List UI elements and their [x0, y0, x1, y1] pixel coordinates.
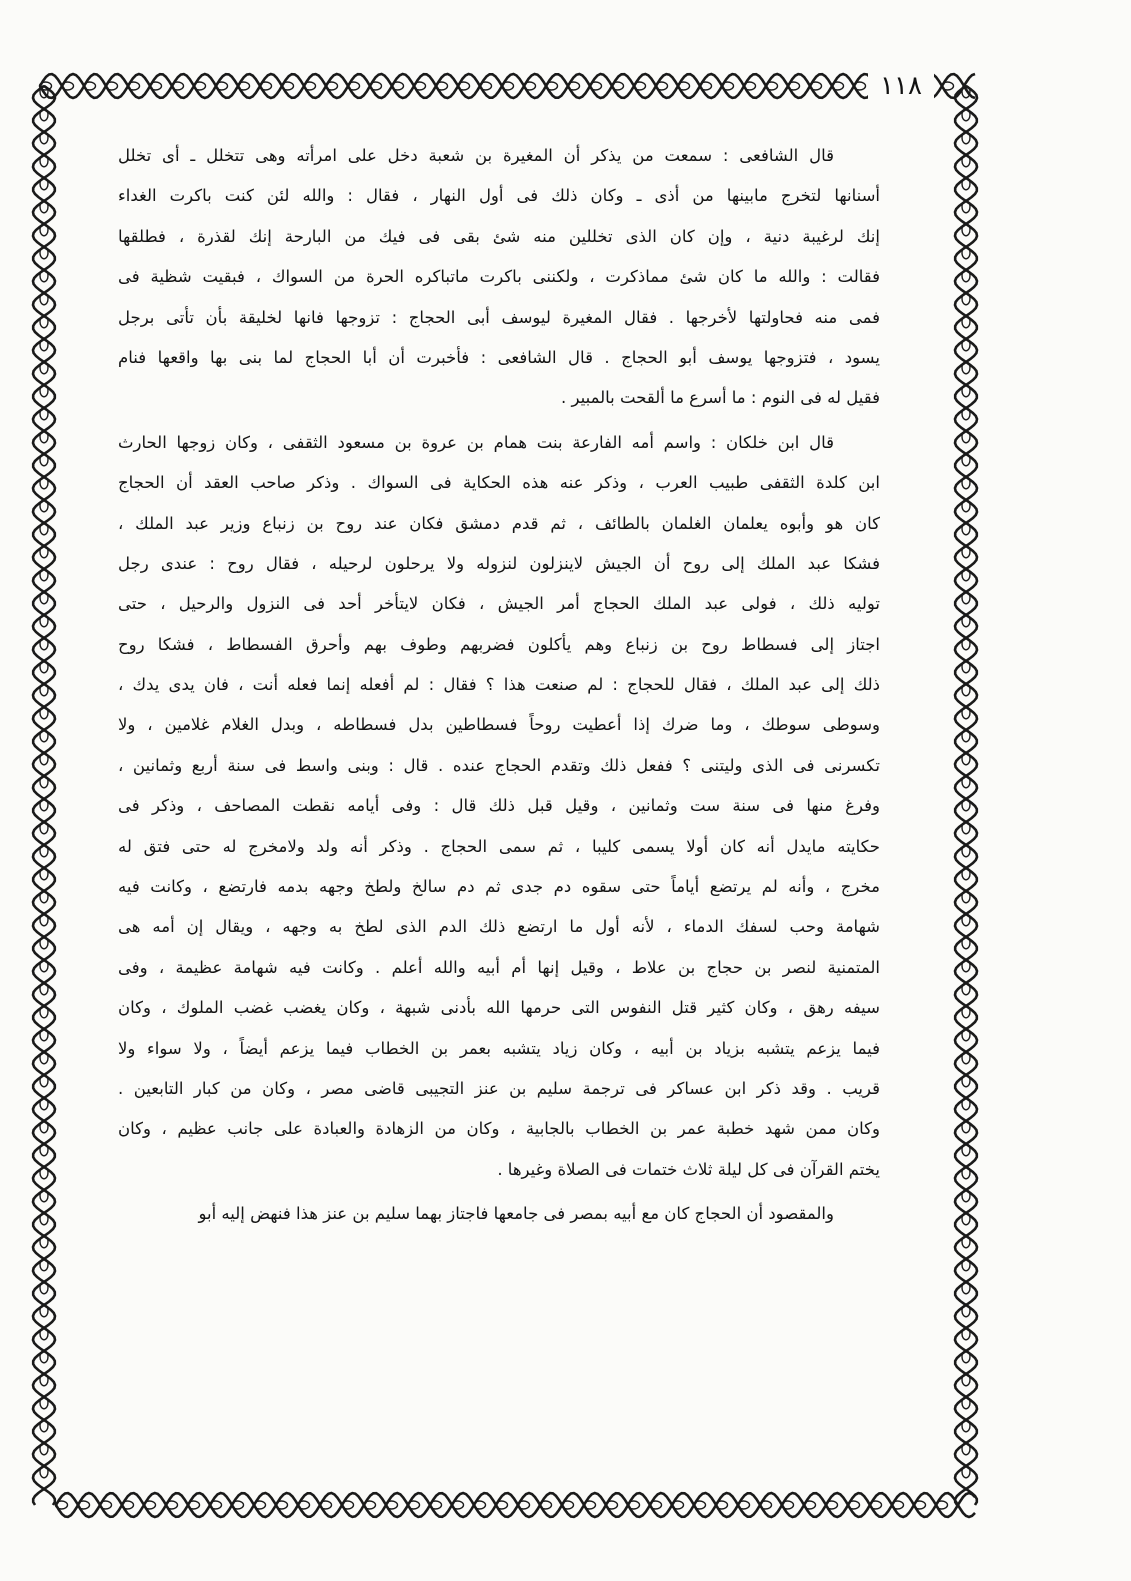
- border-right-loop: [962, 224, 970, 236]
- border-right-loop: [962, 707, 970, 719]
- border-left-loop: [40, 1420, 48, 1432]
- border-right-loop: [962, 247, 970, 259]
- text-line: كان هو وأبوه يعلمان الغلمان بالطائف ، ثم قدم دمشق فكان عند روح بن زنباع وزير عبد الملك ،: [118, 513, 880, 533]
- border-left-loop: [40, 1374, 48, 1386]
- text-line: فقالت : والله ما كان شئ مماذكرت ، ولكننى باكرت ماتباكره الحرة من السواك ، فبقيت شظية فى: [118, 267, 880, 287]
- border-right-loop: [962, 1121, 970, 1133]
- border-right-loop: [962, 362, 970, 374]
- border-left-loop: [40, 799, 48, 811]
- border-left-loop: [40, 707, 48, 719]
- border-right-loop: [962, 661, 970, 673]
- text-line: أسنانها لتخرج مابينها من أذى ـ وكان ذلك فى أول النهار ، فقال : والله لئن كنت باكرت الغداء: [118, 186, 880, 206]
- border-right-loop: [962, 1029, 970, 1041]
- text-line: يسود ، فتزوجها يوسف أبو الحجاج . قال الشافعى : فأخبرت أن أبا الحجاج لما بنى بها واقعها فنام: [118, 347, 880, 367]
- border-left-loop: [40, 1305, 48, 1317]
- border-right-loop: [962, 914, 970, 926]
- border-right-loop: [962, 684, 970, 696]
- border-right-loop: [962, 753, 970, 765]
- border-left-loop: [40, 293, 48, 305]
- border-left-loop: [40, 960, 48, 972]
- border-right-loop: [962, 1443, 970, 1455]
- border-right-loop: [962, 960, 970, 972]
- border-left-loop: [40, 1443, 48, 1455]
- text-line: وكان ممن شهد خطبة عمر بن الخطاب بالجابية ، وكان من الزهادة والعبادة على جانب عظيم ، وكان: [118, 1119, 880, 1139]
- border-left-loop: [40, 1397, 48, 1409]
- text-line: إنك لرغيبة دنية ، وإن كان الذى تخللين منه شئ بقى فى فيك من البارحة إنك لقذرة ، فطلقها: [118, 226, 880, 246]
- text-line: توليه ذلك ، فولى عبد الملك الحجاج أمر الجيش ، فكان لايتأخر أحد فى النزول والرحيل ، حتى: [118, 594, 880, 614]
- border-left-loop: [40, 569, 48, 581]
- border-left-loop: [40, 1351, 48, 1363]
- border-right-loop: [962, 178, 970, 190]
- text-line: تكسرنى فى الذى وليتنى ؟ ففعل ذلك وتقدم الحجاج عنده . قال : وبنى واسط فى سنة أربع وثمانين ،: [118, 755, 880, 775]
- border-right-loop: [962, 201, 970, 213]
- border-left-loop: [40, 224, 48, 236]
- text-line: شهامة وحب لسفك الدماء ، لأنه أول ما ارتضع ذلك الدم الذى لطخ به وجهه ، ويقال إن أمه هى: [118, 917, 880, 937]
- border-left-loop: [40, 523, 48, 535]
- border-left-loop: [40, 845, 48, 857]
- border-left-loop: [40, 477, 48, 489]
- border-left-loop: [40, 1075, 48, 1087]
- border-right-loop: [962, 638, 970, 650]
- border-left-loop: [40, 1167, 48, 1179]
- border-right-loop: [962, 132, 970, 144]
- border-right-loop: [962, 1098, 970, 1110]
- text-line: المتمنية لنصر بن حجاج بن علاط ، وقيل إنها أم أبيه والله أعلم . وكانت فيه شهامة عظيمة ، وفى: [118, 957, 880, 977]
- border-left-loop: [40, 408, 48, 420]
- border-left-loop: [40, 1052, 48, 1064]
- border-left-loop: [40, 362, 48, 374]
- border-left-loop: [40, 638, 48, 650]
- border-right-loop: [962, 1236, 970, 1248]
- text-line: والمقصود أن الحجاج كان مع أبيه بمصر فى جامعها فاجتاز بهما سليم بن عنز هذا فنهض إليه أبو: [198, 1204, 834, 1224]
- border-right-loop: [962, 845, 970, 857]
- border-right-loop: [962, 1466, 970, 1478]
- border-right-loop: [962, 546, 970, 558]
- border-left-loop: [40, 385, 48, 397]
- border-left-loop: [40, 868, 48, 880]
- text-line: فيما يزعم يتشبه بزياد بن أبيه ، وكان زياد يتشبه بعمر بن الخطاب فيما يزعم أيضاً ، ولا سواء ولا: [118, 1038, 880, 1058]
- border-right-loop: [962, 1052, 970, 1064]
- text-line: وسوطى سوطك ، وما ضرك إذا أعطيت روحاً فسطاطين بدل فسطاطه ، وبدل الغلام غلامين ، ولا: [118, 715, 880, 735]
- border-left-loop: [40, 132, 48, 144]
- border-left-loop: [40, 661, 48, 673]
- border-right-loop: [962, 109, 970, 121]
- border-right-loop: [962, 1282, 970, 1294]
- border-left-loop: [40, 270, 48, 282]
- border-right-loop: [962, 776, 970, 788]
- text-line: سيفه رهق ، وكان كثير قتل النفوس التى حرمها الله بأدنى شبهة ، وكان يغضب غضب الملوك ، وكان: [118, 998, 880, 1018]
- text-line: قال ابن خلكان : واسم أمه الفارعة بنت همام بن عروة بن مسعود الثقفى ، وكان زوجها الحارث: [118, 432, 834, 452]
- page-number: ١١٨: [868, 66, 934, 106]
- border-right-loop: [962, 1006, 970, 1018]
- border-right-loop: [962, 1420, 970, 1432]
- border-left-loop: [40, 1190, 48, 1202]
- text-line: وفرغ منها فى سنة ست وثمانين ، وقيل قبل ذلك قال : وفى أيامه نقطت المصاحف ، وذكر فى: [118, 796, 880, 816]
- border-right-loop: [962, 799, 970, 811]
- border-right-loop: [962, 500, 970, 512]
- border-right-loop: [962, 730, 970, 742]
- border-left-loop: [40, 1466, 48, 1478]
- border-right-loop: [962, 1374, 970, 1386]
- border-right-loop: [962, 1351, 970, 1363]
- border-left-loop: [40, 454, 48, 466]
- border-left-loop: [40, 109, 48, 121]
- border-left-loop: [40, 500, 48, 512]
- border-left-loop: [40, 937, 48, 949]
- border-left-loop: [40, 1144, 48, 1156]
- body-text: [118, 136, 880, 1235]
- border-left-loop: [40, 753, 48, 765]
- text-line: مخرج ، وأنه لم يرتضع أياماً حتى سقوه دم جدى ثم دم سالخ ولطخ وجهه بدمه فارتضع ، وكانت فيه: [118, 877, 880, 897]
- border-right-loop: [962, 615, 970, 627]
- border-right-loop: [962, 454, 970, 466]
- border-right-loop: [962, 523, 970, 535]
- border-right-loop: [962, 1213, 970, 1225]
- border-left-loop: [40, 776, 48, 788]
- border-right-loop: [962, 1144, 970, 1156]
- border-left-loop: [40, 431, 48, 443]
- border-right-loop: [962, 339, 970, 351]
- text-line: ابن كلدة الثقفى طبيب العرب ، وذكر عنه هذه الحكاية فى السواك . وذكر صاحب العقد أن الحجاج: [118, 473, 880, 493]
- border-left-loop: [40, 247, 48, 259]
- text-line: حكايته مايدل أنه كان أولا يسمى كليبا ، ثم سمى الحجاج . وذكر أنه ولد ولامخرج له حتى فتق له: [118, 836, 880, 856]
- border-left-loop: [40, 1121, 48, 1133]
- border-right-loop: [962, 316, 970, 328]
- border-right-loop: [962, 1075, 970, 1087]
- border-left-loop: [40, 201, 48, 213]
- border-right-loop: [962, 822, 970, 834]
- border-left-loop: [40, 1029, 48, 1041]
- border-right-loop: [962, 270, 970, 282]
- border-right-loop: [962, 477, 970, 489]
- border-right-loop: [962, 385, 970, 397]
- border-right-loop: [962, 1167, 970, 1179]
- text-line: فمى منه فحاولتها لأخرجها . فقال المغيرة ليوسف أبى الحجاج : تزوجها فانها لخليقة بأن تأتى برجل: [118, 307, 880, 327]
- text-line: يختم القرآن فى كل ليلة ثلاث ختمات فى الصلاة وغيرها .: [497, 1159, 880, 1179]
- border-left-loop: [40, 339, 48, 351]
- border-right-loop: [962, 155, 970, 167]
- border-right-loop: [962, 592, 970, 604]
- border-left-loop: [40, 1282, 48, 1294]
- border-left-loop: [40, 684, 48, 696]
- border-left-loop: [40, 178, 48, 190]
- border-left-loop: [40, 316, 48, 328]
- border-left-loop: [40, 1098, 48, 1110]
- border-bottom-chain: [56, 1493, 976, 1517]
- border-top-chain: [40, 74, 976, 98]
- border-right-loop: [962, 1397, 970, 1409]
- border-right-loop: [962, 1259, 970, 1271]
- text-line: اجتاز إلى فسطاط روح بن زنباع وهم يأكلون فضربهم وطوف بهم وأحرق الفسطاط ، فشكا روح: [118, 634, 880, 654]
- border-left-loop: [40, 983, 48, 995]
- border-right-loop: [962, 937, 970, 949]
- border-left-loop: [40, 891, 48, 903]
- text-line: قال الشافعى : سمعت من يذكر أن المغيرة بن شعبة دخل على امرأته وهى تتخلل ـ أى تخلل: [118, 146, 834, 165]
- border-right-loop: [962, 431, 970, 443]
- border-left-loop: [40, 1236, 48, 1248]
- border-right-loop: [962, 569, 970, 581]
- text-line: فقيل له فى النوم : ما أسرع ما ألقحت بالمبير .: [561, 388, 880, 408]
- border-left-loop: [40, 615, 48, 627]
- border-left-chain: [33, 86, 55, 1505]
- border-left-loop: [40, 1328, 48, 1340]
- border-left-loop: [40, 592, 48, 604]
- border-left-loop: [40, 822, 48, 834]
- border-left-loop: [40, 730, 48, 742]
- border-right-loop: [962, 868, 970, 880]
- border-left-loop: [40, 914, 48, 926]
- border-right-loop: [962, 1305, 970, 1317]
- text-line: قريب . وقد ذكر ابن عساكر فى ترجمة سليم بن عنز التجيبى قاضى مصر ، وكان من كبار التابعين .: [118, 1078, 880, 1098]
- text-line: فشكا عبد الملك إلى روح أن الجيش لاينزلون لنزوله ولا يرحلون لرحيله ، فقال روح : عندى رجل: [118, 553, 880, 573]
- text-line: ذلك إلى عبد الملك ، فقال للحجاج : لم صنعت هذا ؟ فقال : لم أفعله إنما فعله أنت ، فان يدى يدك ،: [118, 675, 880, 695]
- border-right-loop: [962, 891, 970, 903]
- border-left-loop: [40, 1259, 48, 1271]
- border-left-loop: [40, 1006, 48, 1018]
- border-right-loop: [962, 1328, 970, 1340]
- border-left-loop: [40, 1213, 48, 1225]
- border-right-loop: [962, 408, 970, 420]
- border-right-loop: [962, 1190, 970, 1202]
- border-right-loop: [962, 293, 970, 305]
- border-left-loop: [40, 155, 48, 167]
- border-right-chain: [955, 86, 977, 1505]
- border-right-loop: [962, 983, 970, 995]
- border-left-loop: [40, 546, 48, 558]
